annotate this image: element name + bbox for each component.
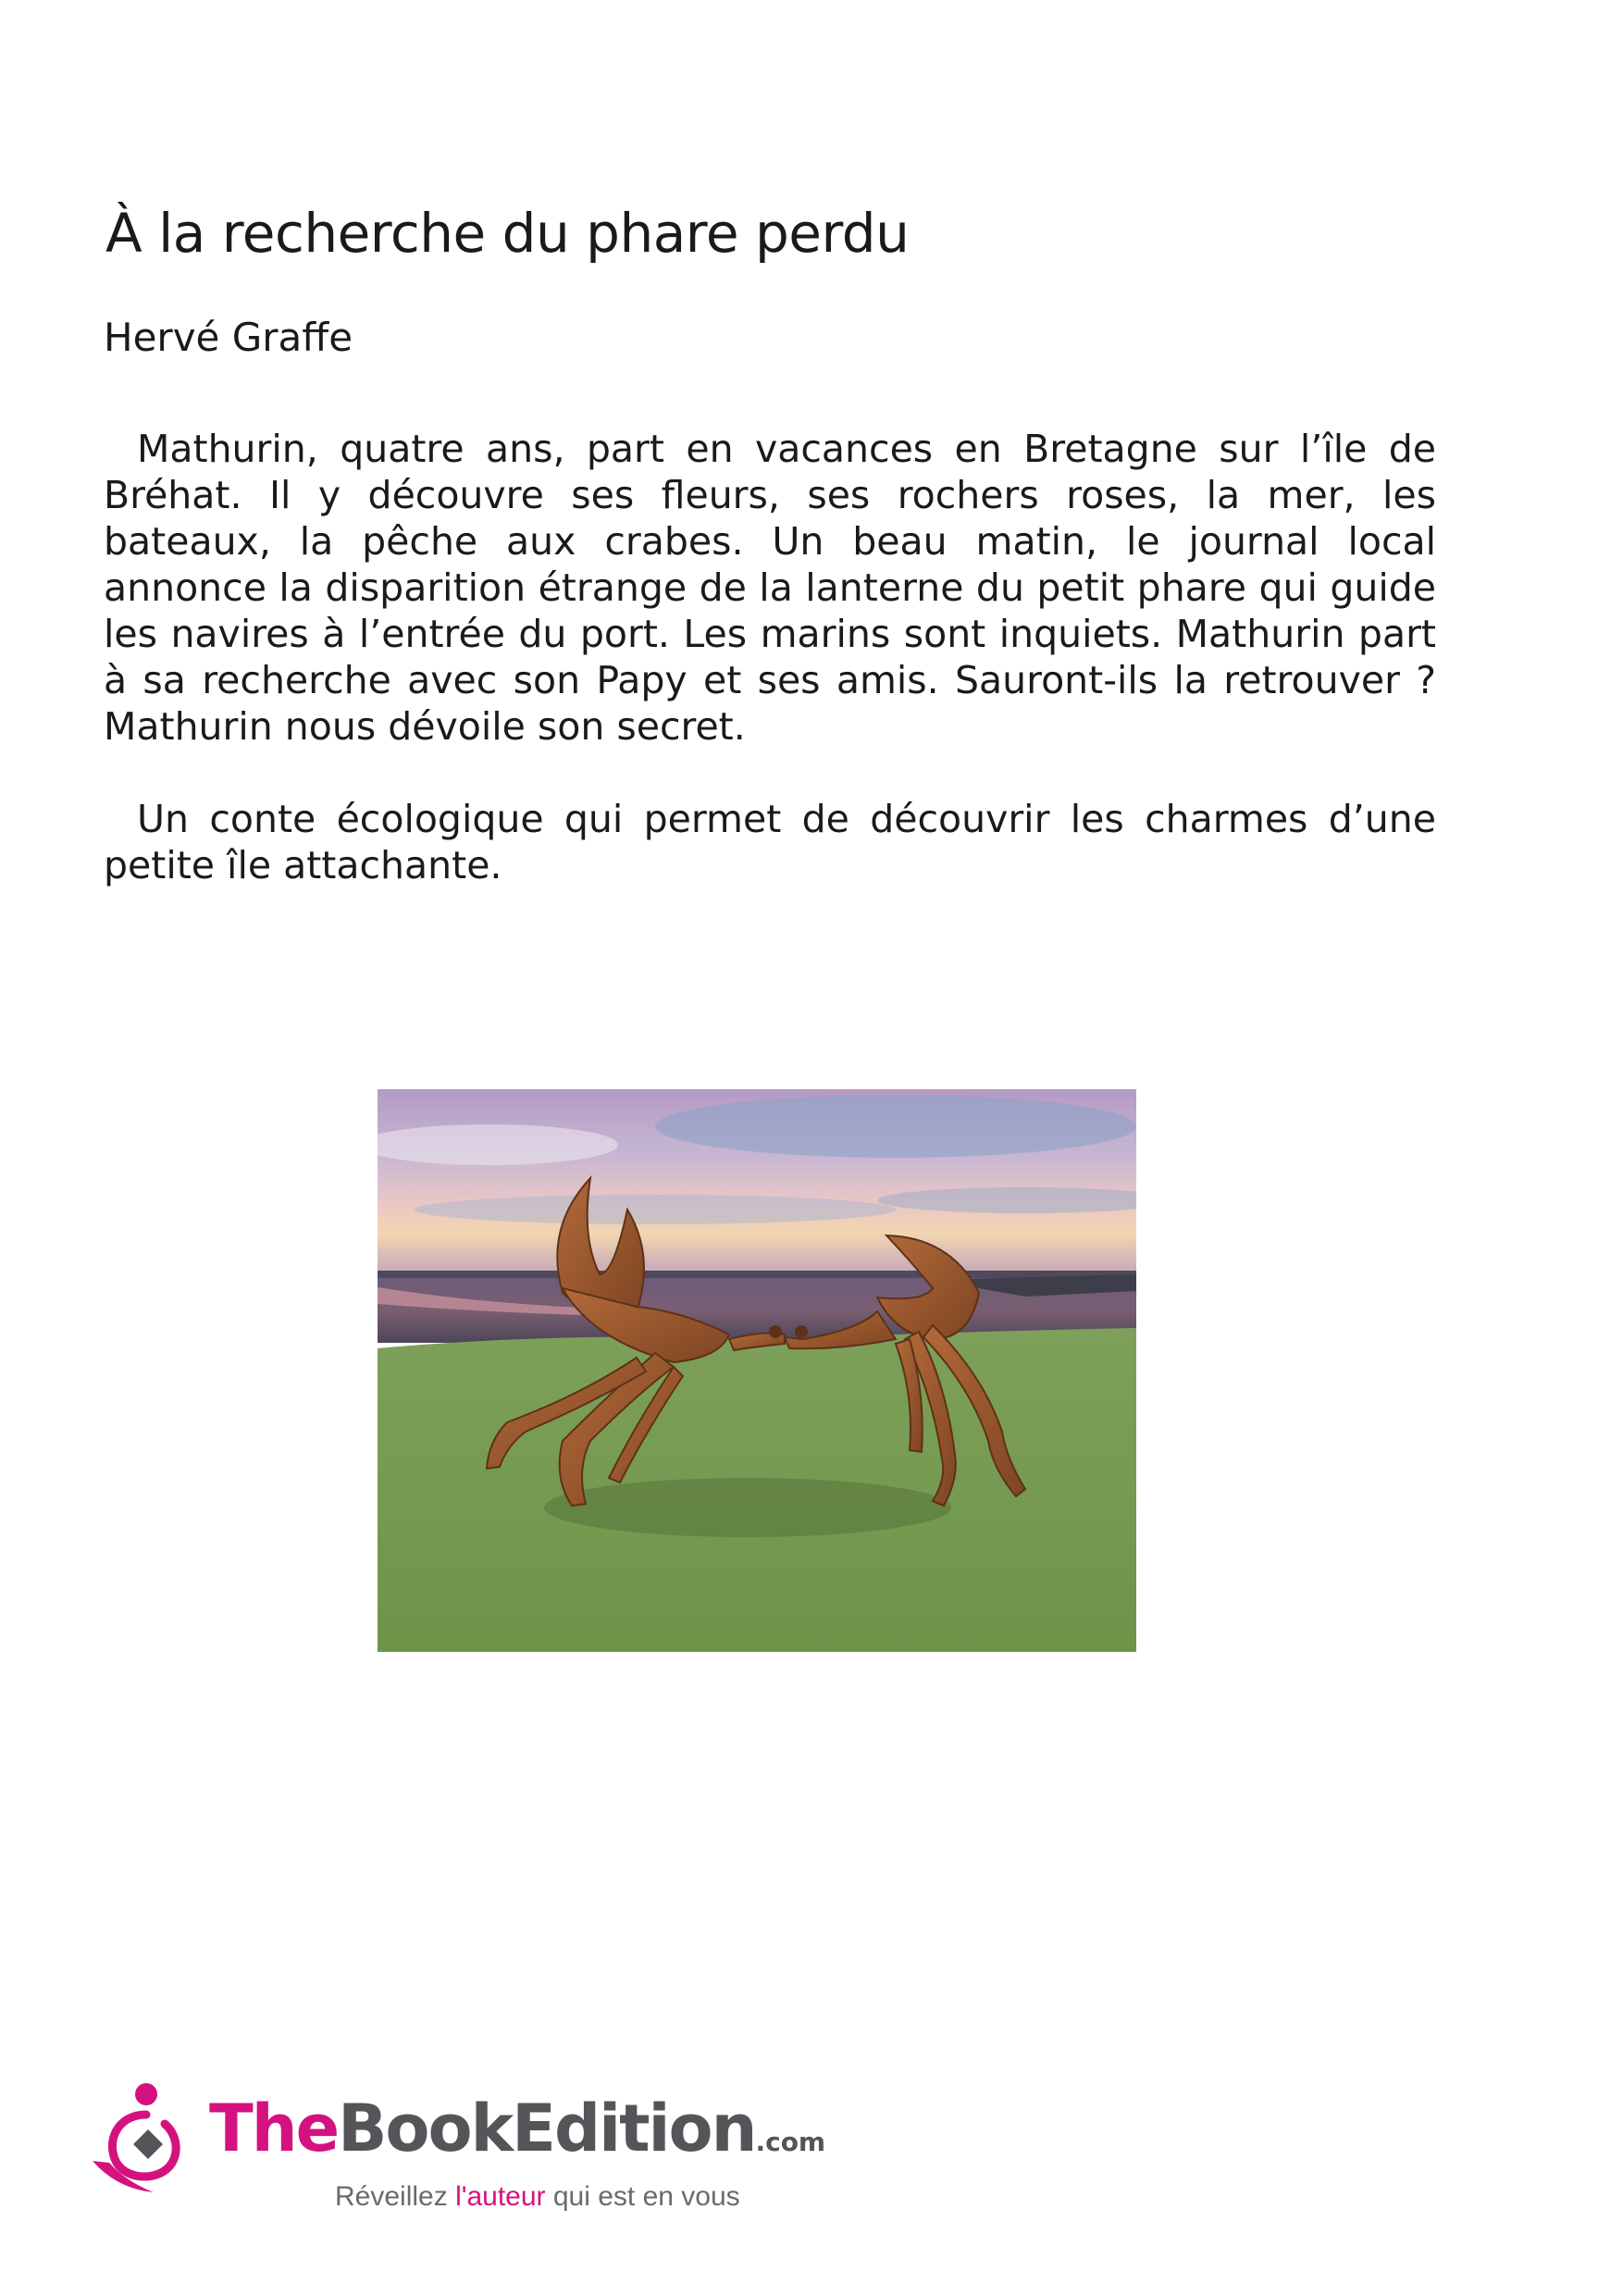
publisher-tagline [335,2181,740,2213]
brand-the: The [209,2091,339,2166]
brand-suffix: .com [755,2127,826,2157]
book-title: À la recherche du phare perdu [105,202,910,265]
back-cover-blurb [104,426,1436,888]
blurb-paragraph: Mathurin, quatre ans, part en vacances en Bretagne sur l’île de Bréhat. Il y découvre ses fleurs, ses rochers roses, la mer, les bateaux, la pêche aux crabes. Un beau matin, le journal local annonce la disparition étrange de la lanterne du petit phare qui guide les navires à l’entrée du port. Les marins sont inquiets. Mathurin part à sa recherche avec son Papy et ses amis. Sauront-ils la retrouver ? Mathurin nous dévoile son secret. [104,427,1436,749]
blurb-paragraph: Un conte écologique qui permet de découvrir les charmes d’une petite île attachante. [104,797,1436,887]
book-author: Hervé Graffe [104,315,353,360]
brand-name: BookEdition [338,2091,756,2166]
cover-photo [378,1089,1136,1652]
publisher-logo [89,2078,848,2212]
tagline-accent: l'auteur [455,2181,546,2212]
tagline-start: Réveillez [335,2181,456,2212]
tagline-end: qui est en vous [545,2181,740,2212]
publisher-logo-icon [89,2078,200,2198]
publisher-brand [209,2091,826,2166]
